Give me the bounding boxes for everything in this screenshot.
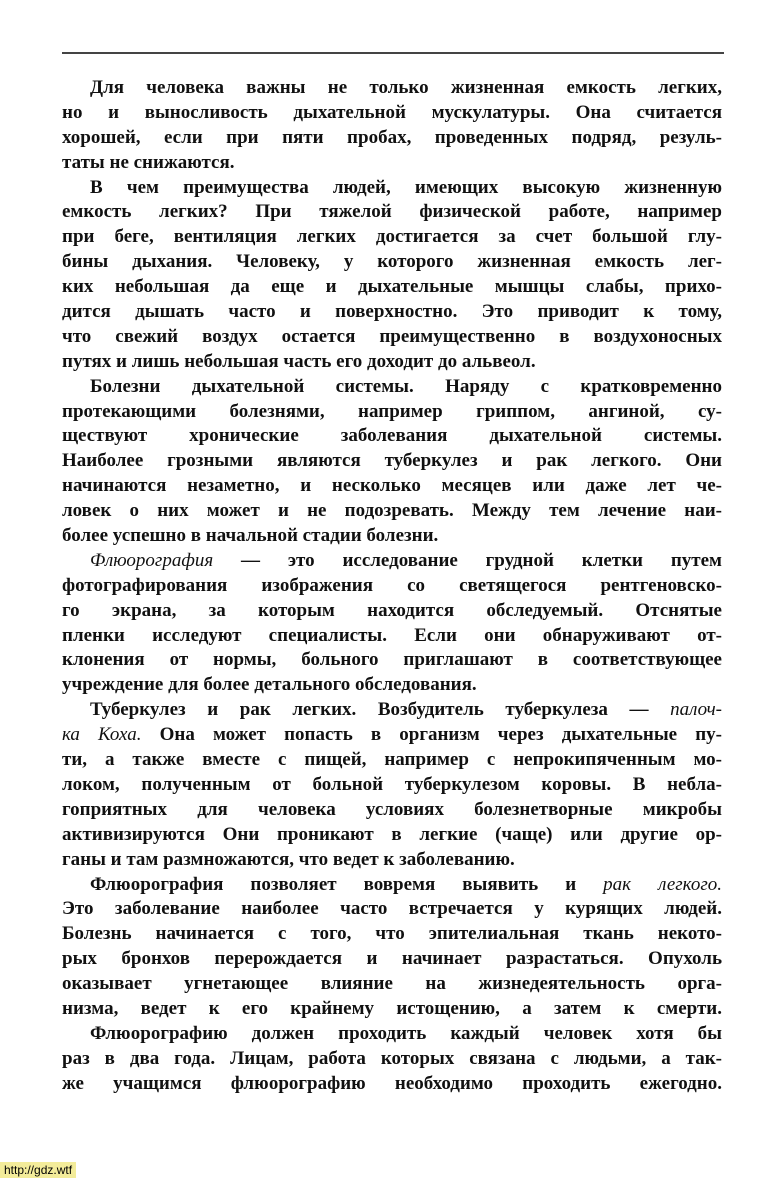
text-line [62, 599, 722, 624]
italic-term: Флюорография [90, 549, 214, 571]
text-line [62, 101, 722, 126]
text-segment: низма, ведет к его крайнему истощению, а затем к смерти. [62, 997, 722, 1019]
text-line [62, 350, 722, 375]
text-segment: бины дыхания. Человеку, у которого жизненная емкость лег- [62, 251, 722, 273]
text-line [62, 823, 722, 848]
text-line [62, 673, 722, 698]
italic-term: рак легкого. [603, 873, 722, 895]
text-line [62, 723, 722, 748]
header-rule [62, 52, 724, 54]
text-line [62, 648, 722, 673]
text-line [62, 499, 722, 524]
text-segment: при беге, вентиляция легких достигается за счет большой глу- [62, 226, 722, 248]
text-line [62, 972, 722, 997]
text-line [62, 947, 722, 972]
text-segment: же учащимся флюорографию необходимо проходить ежегодно. [62, 1072, 722, 1094]
text-segment: Наиболее грозными являются туберкулез и рак легкого. Они [62, 450, 722, 472]
text-segment: таты не снижаются. [62, 151, 235, 173]
text-line [62, 375, 722, 400]
text-segment: Флюорографию должен проходить каждый человек хотя бы [90, 1022, 722, 1044]
text-segment: емкость легких? При тяжелой физической работе, например [62, 201, 722, 223]
text-line [62, 1022, 722, 1047]
text-segment: оказывает угнетающее влияние на жизнедеятельность орга- [62, 973, 722, 995]
text-line [62, 798, 722, 823]
text-line [62, 698, 722, 723]
text-segment: ществуют хронические заболевания дыхательной системы. [62, 425, 722, 447]
source-watermark-link[interactable]: http://gdz.wtf [0, 1162, 76, 1178]
text-segment: фотографирования изображения со светящегося рентгеновско- [62, 574, 722, 596]
italic-term: палоч- [670, 699, 722, 721]
text-segment: что свежий воздух остается преимущественно в воздухоносных [62, 325, 722, 347]
text-segment: Болезнь начинается с того, что эпителиальная ткань некото- [62, 923, 722, 945]
text-line [62, 1072, 722, 1097]
text-line [62, 549, 722, 574]
text-line [62, 325, 722, 350]
text-segment: Для человека важны не только жизненная емкость легких, [90, 77, 722, 98]
text-line [62, 424, 722, 449]
text-line [62, 1047, 722, 1072]
text-line [62, 873, 722, 898]
page-body-text [62, 76, 722, 1097]
text-segment: Болезни дыхательной системы. Наряду с кратковременно [90, 375, 722, 397]
text-line [62, 624, 722, 649]
text-line [62, 76, 722, 101]
text-line [62, 176, 722, 201]
text-segment: клонения от нормы, больного приглашают в соответствующее [62, 649, 722, 671]
text-segment: Это заболевание наиболее часто встречается у курящих людей. [62, 898, 722, 920]
text-line [62, 300, 722, 325]
text-line [62, 151, 722, 176]
text-segment: хорошей, если при пяти пробах, проведенных подряд, резуль- [62, 126, 722, 148]
text-line [62, 897, 722, 922]
text-segment: ких небольшая да еще и дыхательные мышцы слабы, прихо- [62, 276, 722, 298]
text-line [62, 524, 722, 549]
text-line [62, 449, 722, 474]
text-line [62, 126, 722, 151]
text-segment: раз в два года. Лицам, работа которых связана с людьми, а так- [62, 1047, 722, 1069]
text-segment: рых бронхов перерождается и начинает разрастаться. Опухоль [62, 948, 722, 970]
italic-term: ка Коха. [62, 724, 142, 746]
text-segment: ловек о них может и не подозревать. Между тем лечение наи- [62, 500, 722, 522]
text-line [62, 400, 722, 425]
text-line [62, 997, 722, 1022]
text-line [62, 773, 722, 798]
text-segment: но и выносливость дыхательной мускулатуры. Она считается [62, 101, 722, 123]
text-line [62, 748, 722, 773]
text-segment: Туберкулез и рак легких. Возбудитель туберкулеза — [90, 699, 671, 721]
text-segment: локом, полученным от больной туберкулезом коровы. В небла- [62, 773, 722, 795]
text-segment: гоприятных для человека условиях болезнетворные микробы [62, 798, 722, 820]
text-line [62, 275, 722, 300]
text-line [62, 574, 722, 599]
text-line [62, 848, 722, 873]
text-line [62, 200, 722, 225]
text-segment: протекающими болезнями, например гриппом, ангиной, су- [62, 400, 722, 422]
text-segment: В чем преимущества людей, имеющих высокую жизненную [90, 176, 722, 198]
text-segment: ти, а также вместе с пищей, например с непрокипяченным мо- [62, 749, 722, 771]
text-segment: дится дышать часто и поверхностно. Это приводит к тому, [62, 301, 722, 323]
text-segment: начинаются незаметно, и несколько месяцев или даже лет че- [62, 475, 722, 497]
text-segment: — это исследование грудной клетки путем [213, 549, 722, 571]
text-segment: Она может попасть в организм через дыхательные пу- [141, 724, 722, 746]
text-segment: активизируются Они проникают в легкие (чаще) или другие ор- [62, 823, 722, 845]
text-line [62, 922, 722, 947]
text-segment: Флюорография позволяет вовремя выявить и [90, 873, 604, 895]
text-line [62, 250, 722, 275]
text-segment: пленки исследуют специалисты. Если они обнаруживают от- [62, 624, 722, 646]
text-segment: учреждение для более детального обследования. [62, 674, 477, 696]
text-line [62, 225, 722, 250]
text-segment: более успешно в начальной стадии болезни. [62, 525, 439, 547]
text-segment: ганы и там размножаются, что ведет к заболеванию. [62, 848, 515, 870]
text-line [62, 474, 722, 499]
text-segment: путях и лишь небольшая часть его доходит до альвеол. [62, 350, 536, 372]
text-segment: го экрана, за которым находится обследуемый. Отснятые [62, 599, 722, 621]
